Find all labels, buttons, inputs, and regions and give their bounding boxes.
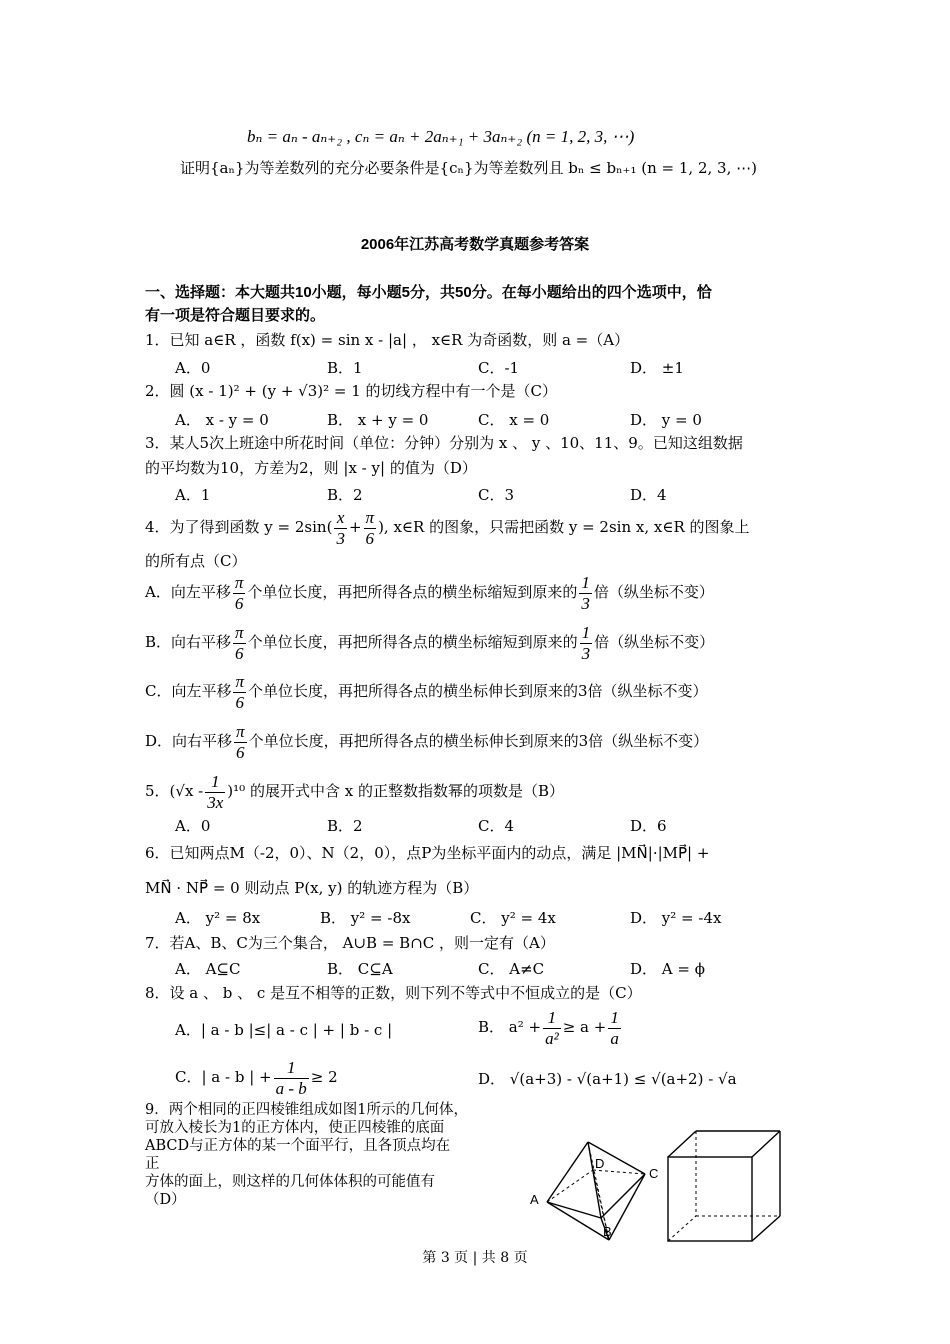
q4a-post: 倍（纵坐标不变） [593, 583, 714, 601]
q4-option-b [145, 620, 714, 664]
q4d-frac-pi6 [234, 722, 247, 763]
q4d-mid: 个单位长度，再把所得各点的横坐标伸长到原来的3倍（纵坐标不变） [248, 732, 709, 750]
q4-option-c [145, 669, 708, 713]
q2-stem: 2．圆 (x - 1)² + (y + √3)² = 1 的切线方程中有一个是（C） [145, 382, 558, 400]
q3-stem-line1: 3．某人5次上班途中所花时间（单位：分钟）分别为 x 、 y 、10、11、9。已知这组数据 [145, 434, 743, 452]
q4-option-d [145, 719, 708, 763]
q3-option-b: B．2 [327, 486, 363, 504]
q4b-frac-pi6 [233, 623, 246, 664]
page-footer: 第 3 页 | 共 8 页 [422, 1250, 528, 1266]
q4b-pre: B．向右平移 [145, 633, 232, 651]
q5-option-d: D．6 [630, 817, 667, 835]
q8b-frac2 [608, 1008, 621, 1049]
q4-frac-pi6 [364, 508, 377, 549]
q4a-frac-13 [579, 573, 592, 614]
q2-option-b: B． x + y = 0 [327, 411, 429, 429]
formula-bn-cn: bₙ = aₙ - aₙ₊₂ , cₙ = aₙ + 2aₙ₊₁ + 3aₙ₊₂ (n = 1, 2, 3, ⋯) [247, 127, 635, 146]
q6-option-a: A． y² = 8x [175, 909, 261, 927]
label-d: D [595, 1156, 605, 1171]
q6-option-d: D． y² = -4x [630, 909, 722, 927]
frac-numerator: π [365, 507, 375, 527]
q9-line3: ABCD与正方体的某一个面平行，且各顶点均在 [145, 1138, 451, 1154]
q8-option-d: D． √(a+3) - √(a+1) ≤ √(a+2) - √a [478, 1070, 737, 1088]
q3-option-d: D．4 [630, 486, 667, 504]
frac-numerator: 1 [205, 772, 225, 793]
q3-option-a: A．1 [175, 486, 211, 504]
label-a: A [530, 1192, 539, 1207]
q4-option-a [145, 570, 714, 614]
q8b-frac1 [543, 1008, 561, 1049]
frac-denominator: 6 [234, 593, 244, 613]
q8c-pre: C．| a - b | + [175, 1068, 272, 1086]
section-header-line2: 有一项是符合题目要求的。 [145, 307, 326, 324]
frac-numerator: π [235, 671, 245, 691]
q5-option-a: A．0 [175, 817, 211, 835]
q8-stem: 8．设 a 、 b 、 c 是互不相等的正数，则下列不等式中不恒成立的是（C） [145, 984, 642, 1002]
section-header-line1: 一、选择题：本大题共10小题，每小题5分，共50分。在每小题给出的四个选项中，恰 [145, 284, 712, 301]
q4a-frac-pi6 [233, 573, 246, 614]
frac-numerator: π [236, 721, 245, 741]
frac-denominator: 3 [581, 643, 591, 663]
q4a-pre: A．向左平移 [145, 583, 231, 601]
page-title: 2006年江苏高考数学真题参考答案 [360, 236, 590, 253]
q5-stem [145, 769, 564, 813]
q1-option-d: D． ±1 [630, 359, 684, 377]
q4c-mid: 个单位长度，再把所得各点的横坐标伸长到原来的3倍（纵坐标不变） [248, 682, 708, 700]
q8-option-c [175, 1055, 338, 1099]
frac-denominator: 6 [236, 742, 245, 762]
q5-option-b: B．2 [327, 817, 363, 835]
q4d-pre: D．向右平移 [145, 732, 233, 750]
frac-numerator: π [235, 622, 244, 642]
frac-denominator: 3 [581, 593, 590, 613]
q6-option-c: C． y² = 4x [470, 909, 556, 927]
q4b-post: 倍（纵坐标不变） [594, 633, 715, 651]
q8-option-b [478, 1005, 623, 1049]
q7-option-c: C． A≠C [478, 960, 545, 978]
q3-option-c: C．3 [478, 486, 515, 504]
q4-stem-line2: 的所有点（C） [145, 552, 247, 570]
frac-numerator: x [334, 508, 347, 529]
q4-stem-pre: 4．为了得到函数 y = 2sin( [145, 518, 333, 536]
q2-option-d: D． y = 0 [630, 411, 702, 429]
q9-line6: （D） [145, 1192, 186, 1208]
frac-numerator: 1 [543, 1008, 561, 1029]
cube-figure [660, 1128, 790, 1246]
q3-stem-line2: 的平均数为10，方差为2，则 |x - y| 的值为（D） [145, 459, 477, 477]
frac-denominator: 6 [235, 643, 244, 663]
label-c: C [649, 1166, 659, 1181]
frac-numerator: 1 [274, 1058, 309, 1079]
frac-denominator: 6 [365, 528, 375, 548]
q5-pre: 5．(√x - [145, 782, 204, 800]
q4-stem-line1 [145, 505, 750, 549]
q1-option-c: C．-1 [478, 359, 520, 377]
q4-frac-x3 [334, 508, 347, 549]
q5-post: )¹⁰ 的展开式中含 x 的正整数指数幂的项数是（B） [227, 782, 564, 800]
q2-option-c: C． x = 0 [478, 411, 550, 429]
q4c-pre: C．向左平移 [145, 682, 232, 700]
q4-stem-post: ), x∈R 的图象，只需把函数 y = 2sin x, x∈R 的图象上 [378, 518, 750, 536]
q1-option-a: A．0 [175, 359, 211, 377]
q5-option-c: C．4 [478, 817, 515, 835]
q8b-mid: ≥ a + [562, 1018, 607, 1036]
q7-stem: 7．若A、B、C为三个集合， A∪B = B∩C ，则一定有（A） [145, 934, 555, 952]
q9-line1: 9．两个相同的正四棱锥组成如图1所示的几何体， [145, 1102, 468, 1118]
q9-line4: 正 [145, 1156, 160, 1172]
frac-numerator: 1 [610, 1007, 619, 1027]
q1-option-b: B．1 [327, 359, 363, 377]
q8-option-a: A．| a - b |≤| a - c | + | b - c | [175, 1021, 393, 1039]
q7-option-a: A． A⊆C [175, 960, 241, 978]
q8c-frac [274, 1058, 309, 1099]
q6-stem-line2: MN⃗ · NP⃗ = 0 则动点 P(x, y) 的轨迹方程为（B） [145, 879, 479, 897]
q2-option-a: A． x - y = 0 [175, 411, 269, 429]
q8b-pre: B． a² + [478, 1018, 542, 1036]
frac-numerator: 1 [581, 572, 590, 592]
q7-option-d: D． A = ϕ [630, 960, 705, 978]
q6-option-b: B． y² = -8x [320, 909, 411, 927]
q9-line2: 可放入棱长为1的正方体内，使正四棱锥的底面 [145, 1120, 445, 1136]
frac-numerator: π [234, 572, 244, 592]
proof-statement: 证明{aₙ}为等差数列的充分必要条件是{cₙ}为等差数列且 bₙ ≤ bₙ₊₁ (n = 1, 2, 3, ⋯) [180, 159, 757, 177]
q4a-mid: 个单位长度，再把所得各点的横坐标缩短到原来的 [247, 583, 578, 601]
q9-line5: 方体的面上，则这样的几何体体积的可能值有 [145, 1174, 435, 1190]
frac-denominator: a [610, 1028, 619, 1048]
frac-denominator: 3 [336, 528, 345, 548]
q7-option-b: B． C⊆A [327, 960, 393, 978]
frac-numerator: 1 [581, 622, 591, 642]
q8c-post: ≥ 2 [310, 1068, 338, 1086]
frac-denominator: 3x [207, 792, 224, 812]
q4c-frac-pi6 [233, 672, 246, 713]
q5-frac [205, 772, 225, 813]
label-b: B [603, 1224, 612, 1239]
q4b-frac-13 [580, 623, 593, 664]
frac-denominator: a² [545, 1028, 559, 1048]
frac-denominator: a - b [275, 1078, 307, 1098]
q1-stem: 1．已知 a∈R ，函数 f(x) = sin x - |a| ， x∈R 为奇函数，则 a =（A） [145, 331, 630, 349]
octahedron-figure [525, 1140, 675, 1245]
q4b-mid: 个单位长度，再把所得各点的横坐标缩短到原来的 [247, 633, 578, 651]
frac-denominator: 6 [235, 692, 244, 712]
q4-plus: + [348, 518, 362, 536]
q6-stem-line1: 6．已知两点M（-2，0）、N（2，0），点P为坐标平面内的动点，满足 |MN⃗|·|MP⃗| + [145, 844, 710, 862]
